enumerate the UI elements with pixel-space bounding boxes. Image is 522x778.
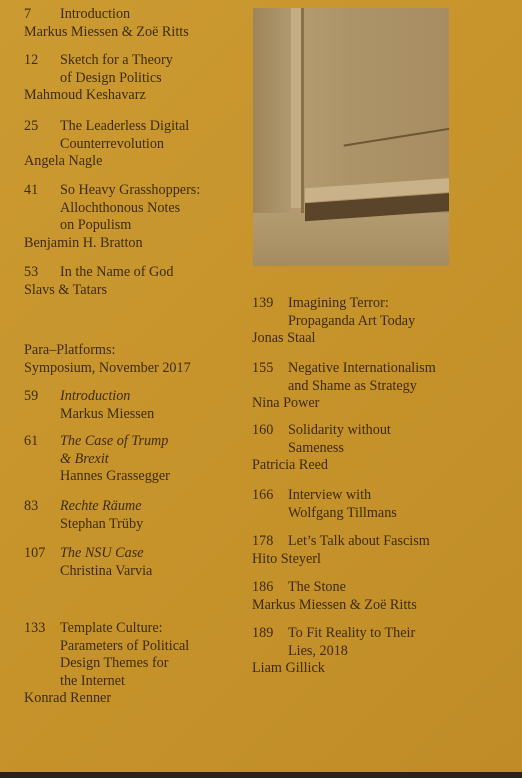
toc-entry	[24, 433, 242, 486]
page-number: 12	[24, 52, 39, 68]
entry-title-line: the Internet	[60, 672, 125, 689]
entry-title: The Stone	[288, 579, 346, 595]
toc-entry	[252, 579, 514, 614]
page-number: 25	[24, 118, 39, 134]
entry-author: Markus Miessen & Zoë Ritts	[252, 596, 417, 613]
entry-author: Christina Varvia	[60, 562, 153, 579]
entry-author: Slavs & Tatars	[24, 281, 108, 298]
page-number: 7	[24, 6, 32, 22]
page-number: 166	[252, 487, 274, 503]
entry-title: Interview with	[288, 487, 372, 503]
entry-author: Liam Gillick	[252, 660, 325, 676]
entry-title-line: Allochthonous Notes	[60, 199, 181, 216]
entry-title-line: Parameters of Political	[60, 637, 190, 654]
entry-title-line: Lies, 2018	[288, 642, 348, 659]
page-number: 178	[252, 533, 274, 549]
toc-entry	[24, 118, 242, 171]
photo-floor	[253, 213, 449, 266]
entry-title-line: of Design Politics	[60, 69, 162, 86]
toc-entry	[24, 545, 242, 580]
toc-entry	[252, 422, 514, 475]
toc-entry	[24, 52, 242, 105]
entry-title-line: & Brexit	[60, 450, 109, 467]
entry-title: In the Name of God	[60, 264, 174, 280]
entry-title-line: Wolfgang Tillmans	[288, 504, 397, 521]
entry-title: Introduction	[60, 6, 131, 22]
entry-title: Rechte Räume	[60, 498, 142, 514]
page-number: 59	[24, 388, 39, 404]
entry-author: Benjamin H. Bratton	[24, 234, 143, 251]
entry-author: Patricia Reed	[252, 457, 329, 473]
toc-entry	[24, 182, 242, 252]
entry-title: Introduction	[60, 388, 131, 404]
page-number: 53	[24, 264, 39, 280]
toc-entry	[24, 6, 242, 41]
entry-title: Solidarity without	[288, 422, 391, 438]
toc-entry	[252, 295, 514, 348]
section-subtitle: Symposium, November 2017	[24, 360, 191, 376]
toc-entry	[252, 487, 514, 522]
page-number: 83	[24, 498, 39, 514]
photograph	[253, 8, 449, 266]
entry-title: To Fit Reality to Their	[288, 625, 416, 641]
page-number: 133	[24, 620, 46, 636]
entry-title-line: Counterrevolution	[60, 135, 165, 152]
toc-entry	[252, 533, 514, 568]
entry-title: Imagining Terror:	[288, 295, 389, 311]
entry-title: Let’s Talk about Fascism	[288, 533, 430, 549]
page-number: 189	[252, 625, 274, 641]
entry-author: Angela Nagle	[24, 153, 103, 169]
photo-window-frame	[291, 8, 301, 208]
toc-entry	[24, 498, 242, 533]
toc-entry	[252, 625, 514, 678]
entry-title: The Case of Trump	[60, 433, 169, 449]
entry-author: Hannes Grassegger	[60, 468, 170, 484]
page-number: 160	[252, 422, 274, 438]
page-bottom-edge	[0, 772, 522, 778]
toc-entry	[24, 620, 242, 708]
page-number: 155	[252, 360, 274, 376]
entry-title-line: Propaganda Art Today	[288, 312, 416, 329]
entry-author: Markus Miessen	[60, 405, 155, 422]
entry-title: Template Culture:	[60, 620, 163, 636]
entry-title: Sketch for a Theory	[60, 52, 173, 68]
page-number: 41	[24, 182, 39, 198]
entry-author: Stephan Trüby	[60, 515, 144, 532]
page-number: 107	[24, 545, 46, 561]
entry-title: So Heavy Grasshoppers:	[60, 182, 201, 198]
page-number: 61	[24, 433, 39, 449]
photo-window-frame-edge	[301, 8, 304, 218]
page-number: 139	[252, 295, 274, 311]
entry-author: Mahmoud Keshavarz	[24, 87, 146, 103]
toc-entry	[24, 388, 242, 423]
entry-title: Negative Internationalism	[288, 360, 436, 376]
entry-author: Markus Miessen & Zoë Ritts	[24, 23, 189, 40]
entry-author: Jonas Staal	[252, 330, 316, 346]
entry-title-line: and Shame as Strategy	[288, 377, 417, 394]
entry-author: Konrad Renner	[24, 690, 112, 706]
entry-title-line: on Populism	[60, 217, 132, 233]
entry-title-line: Sameness	[288, 439, 344, 456]
entry-title: The Leaderless Digital	[60, 118, 190, 134]
page-number: 186	[252, 579, 274, 595]
entry-author: Hito Steyerl	[252, 550, 321, 567]
entry-title: The NSU Case	[60, 545, 144, 561]
section-title: Para–Platforms:	[24, 342, 116, 358]
toc-entry	[24, 264, 242, 299]
entry-author: Nina Power	[252, 395, 320, 411]
entry-title-line: Design Themes for	[60, 655, 169, 671]
toc-entry	[252, 360, 514, 413]
